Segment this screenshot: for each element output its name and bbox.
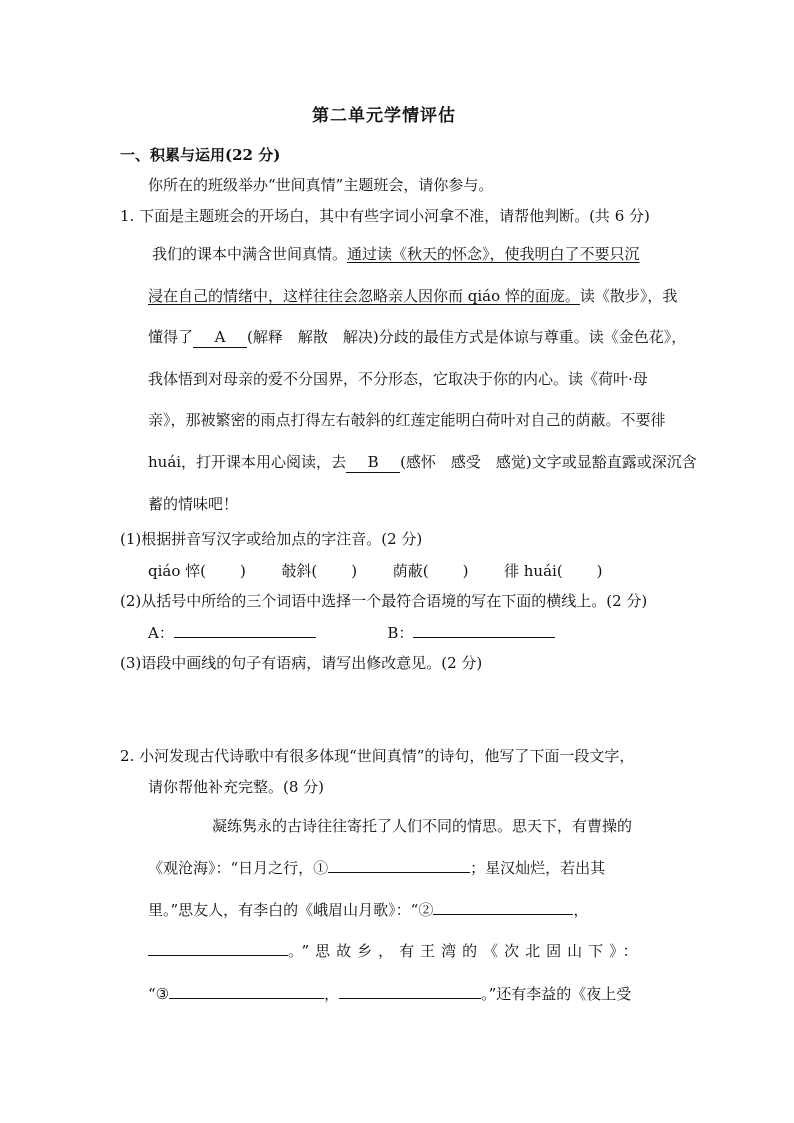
passage-text: 懂得了 — [148, 328, 194, 346]
poem-paragraph-line-2 — [148, 857, 605, 878]
item-huai: 徘 huái( — [503, 562, 563, 580]
subquestion-1: (1)根据拼音写汉字或给加点的字注音。(2 分) — [120, 530, 423, 548]
passage-line-3 — [148, 327, 686, 348]
poem-text: ；星汉灿烂，若出其 — [470, 859, 606, 877]
passage-line-4: 我体悟到对母亲的爱不分国界，不分形态，它取决于你的内心。读《荷叶·母 — [148, 370, 648, 388]
passage-text: (解释 解散 解决)分歧的最佳方式是体谅与尊重。读《金色花》， — [247, 328, 687, 346]
close-paren: ) — [596, 562, 603, 580]
item-qiao: qiáo 悴( — [148, 562, 206, 580]
answer-blank-a[interactable]: A — [193, 327, 247, 348]
section-intro: 你所在的班级举办“世间真情”主题班会，请你参与。 — [148, 176, 494, 194]
passage-line-5: 亲》，那被繁密的雨点打得左右攲斜的红莲定能明白荷叶对自己的荫蔽。不要徘 — [148, 411, 666, 429]
answer-line-a[interactable] — [174, 622, 316, 638]
close-paren: ) — [351, 562, 358, 580]
poem-paragraph-line-4 — [148, 940, 644, 961]
answer-line-3b[interactable] — [339, 983, 481, 999]
passage-text: 我们的课本中满含世间真情。 — [152, 245, 348, 263]
poem-paragraph-line-1: 凝练隽永的古诗往往寄托了人们不同的情思。思天下，有曹操的 — [212, 817, 633, 835]
close-paren: ) — [240, 562, 246, 580]
poem-text: ， — [573, 901, 589, 919]
close-paren: ) — [462, 562, 469, 580]
poem-paragraph-line-3 — [148, 899, 588, 920]
answer-line-b[interactable] — [413, 622, 555, 638]
answer-blank-b[interactable]: B — [346, 452, 400, 473]
item-qixie: 攲斜( — [281, 562, 318, 580]
subquestion-2-answers — [148, 622, 555, 643]
subquestion-1-items — [148, 561, 603, 581]
subquestion-3: (3)语段中画线的句子有语病，请写出修改意见。(2 分) — [120, 654, 483, 672]
page-title: 第二单元学情评估 — [312, 106, 456, 126]
item-yinbi: 荫蔽( — [392, 562, 429, 580]
answer-line-3a[interactable] — [169, 983, 324, 999]
poem-text: “③ — [148, 985, 170, 1003]
underlined-sentence: 浸在自己的情绪中，这样往往会忽略亲人因你而 qiáo 悴的面庞。 — [148, 287, 580, 305]
underlined-sentence: 通过读《秋天的怀念》，使我明白了不要只沉 — [347, 245, 640, 263]
subquestion-2: (2)从括号中所给的三个词语中选择一个最符合语境的写在下面的横线上。(2 分) — [120, 592, 648, 610]
passage-line-2 — [148, 286, 677, 306]
poem-text: 。”思故乡，有王湾的《次北固山下》： — [288, 942, 644, 960]
label-a: A： — [148, 624, 174, 642]
poem-text: 里。”思友人，有李白的《峨眉山月歌》：“② — [148, 901, 434, 919]
poem-text: 《观沧海》：“日月之行，① — [148, 859, 329, 877]
question-1-stem: 1. 下面是主题班会的开场白，其中有些字词小河拿不准，请帮他判断。(共 6 分) — [120, 207, 650, 225]
answer-line-2a[interactable] — [433, 899, 573, 915]
answer-line-1[interactable] — [328, 857, 470, 873]
passage-text: 读《散步》，我 — [579, 287, 678, 305]
answer-line-2b[interactable] — [148, 940, 288, 956]
label-b: B： — [387, 624, 414, 642]
passage-text: huái，打开课本用心阅读，去 — [148, 453, 347, 471]
poem-paragraph-line-5 — [148, 983, 631, 1004]
passage-line-7: 蓄的情味吧！ — [148, 495, 239, 513]
poem-text: ， — [324, 985, 340, 1003]
passage-line-1 — [152, 244, 640, 264]
question-2-stem-line-2: 请你帮他补充完整。(8 分) — [148, 778, 325, 796]
question-2-stem-line-1: 2. 小河发现古代诗歌中有很多体现“世间真情”的诗句，他写了下面一段文字， — [120, 747, 635, 765]
section-heading: 一、积累与运用(22 分) — [120, 146, 281, 164]
poem-text: 。”还有李益的《夜上受 — [481, 985, 632, 1003]
passage-text: (感怀 感受 感觉)文字或显豁直露或深沉含 — [400, 453, 697, 471]
passage-line-6 — [148, 452, 697, 473]
